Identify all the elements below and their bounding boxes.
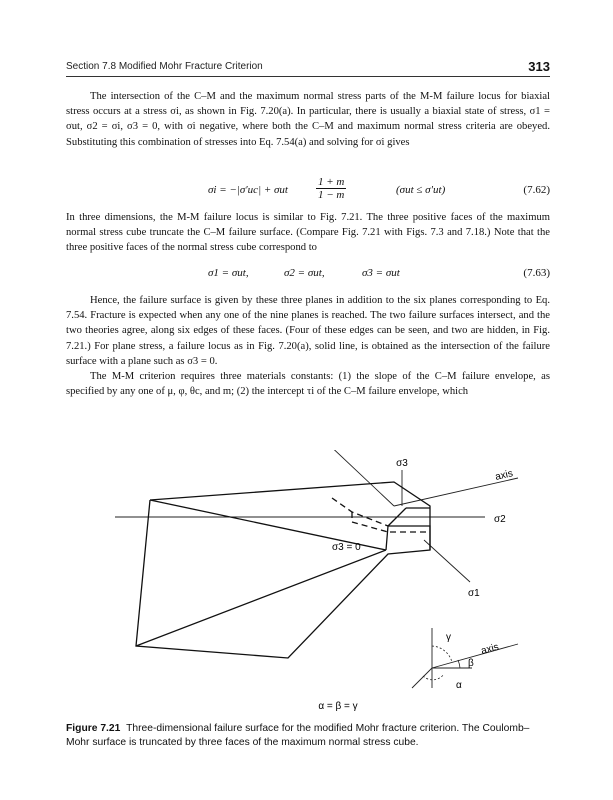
eq63-part2: σ2 = σut, — [284, 267, 325, 279]
label-beta: β — [468, 658, 474, 669]
label-sigma2: σ2 — [494, 514, 506, 525]
page-number: 313 — [528, 59, 550, 74]
header-rule — [66, 76, 550, 77]
label-gamma: γ — [446, 632, 451, 643]
eq63-part1: σ1 = σut, — [208, 267, 249, 279]
page-header — [66, 59, 550, 77]
caption-text: Three-dimensional failure surface for the modified Mohr fracture criterion. The Coulomb–Mohr surface is truncated by three faces of the maximum normal stress cube. — [66, 723, 530, 748]
label-sigma1: σ1 — [468, 588, 480, 599]
sigma3-zero-plane-line — [324, 450, 394, 506]
inset-diagonal-axis — [412, 668, 432, 688]
paragraph-3: Hence, the failure surface is given by these three planes in addition to the six planes corresponding to Eq. 7.54. Fracture is expected when any one of the nine planes is reached. The two failure surfaces intersect, and the two theories agree, along six edges of these faces. (Four of these edges can be seen, and two are hidden, in Fig. 7.21.) For plane stress, a failure locus as in Fig. 7.20(a), solid line, is obtained as the intersection of the failure surface with a plane such as σ3 = 0. — [66, 295, 550, 367]
eq62-condition: (σut ≤ σ′ut) — [396, 184, 446, 196]
label-alpha: α — [456, 680, 462, 691]
label-axis-top: axis — [494, 468, 515, 483]
alpha-arc — [423, 674, 444, 680]
paragraph-4: The M-M criterion requires three materials constants: (1) the slope of the C–M failure envelope, as specified by any one of μ, φ, θc, and m; (2) the intercept τi of the C–M failure envelope, which — [66, 371, 550, 398]
equation-7-63 — [66, 267, 550, 285]
gamma-arc — [432, 646, 452, 662]
eq62-denominator: 1 − m — [318, 189, 345, 201]
eq62-lhs: σi = −|σ′uc| + σut — [208, 184, 288, 196]
section-title: Section 7.8 Modified Mohr Fracture Criterion — [66, 61, 263, 72]
hidden-edge-1 — [332, 498, 388, 526]
cube-face-front — [386, 526, 430, 550]
sigma1-axis — [424, 540, 470, 582]
figure-7-21 — [100, 450, 540, 712]
eq62-fraction — [316, 176, 346, 201]
eq63-number: (7.63) — [523, 267, 550, 279]
paragraph-2: In three dimensions, the M-M failure locus is similar to Fig. 7.21. The three positive faces of the maximum normal stress cube truncate the C–M failure surface. (Compare Fig. 7.21 with Figs. 7.3 and 7.18.) Note that the three positive faces of the normal stress cube correspond to — [66, 212, 550, 254]
inset-hydrostatic-axis — [432, 641, 518, 668]
hidden-edge-2 — [352, 522, 388, 532]
eq62-number: (7.62) — [523, 184, 550, 196]
equation-7-62 — [66, 176, 550, 210]
surface-edge-2 — [136, 550, 386, 646]
paragraph-1: The intersection of the C–M and the maximum normal stress parts of the M-M failure locus for biaxial stress occurs at a stress σi, as shown in Fig. 7.20(a). In particular, there is usually a biaxial state of stress, σ1 = σut, σ2 = σi, σ3 = 0, with σi negative, where both the C–M and maximum normal stress criteria are obeyed. Substituting this combination of stresses into Eq. 7.54(a) and solving for σi gives — [66, 91, 550, 148]
coulomb-mohr-surface-outline — [136, 482, 430, 658]
eq62-numerator: 1 + m — [318, 176, 345, 188]
figure-caption — [66, 722, 550, 750]
label-sigma3-zero: σ3 = 0 — [332, 542, 361, 553]
caption-label: Figure 7.21 — [66, 723, 121, 734]
eq63-part3: σ3 = σut — [362, 267, 400, 279]
label-angle-relation: α = β = γ — [318, 701, 358, 712]
beta-arc — [458, 660, 460, 668]
label-sigma3: σ3 — [396, 458, 408, 469]
label-axis-inset: axis — [479, 641, 500, 657]
